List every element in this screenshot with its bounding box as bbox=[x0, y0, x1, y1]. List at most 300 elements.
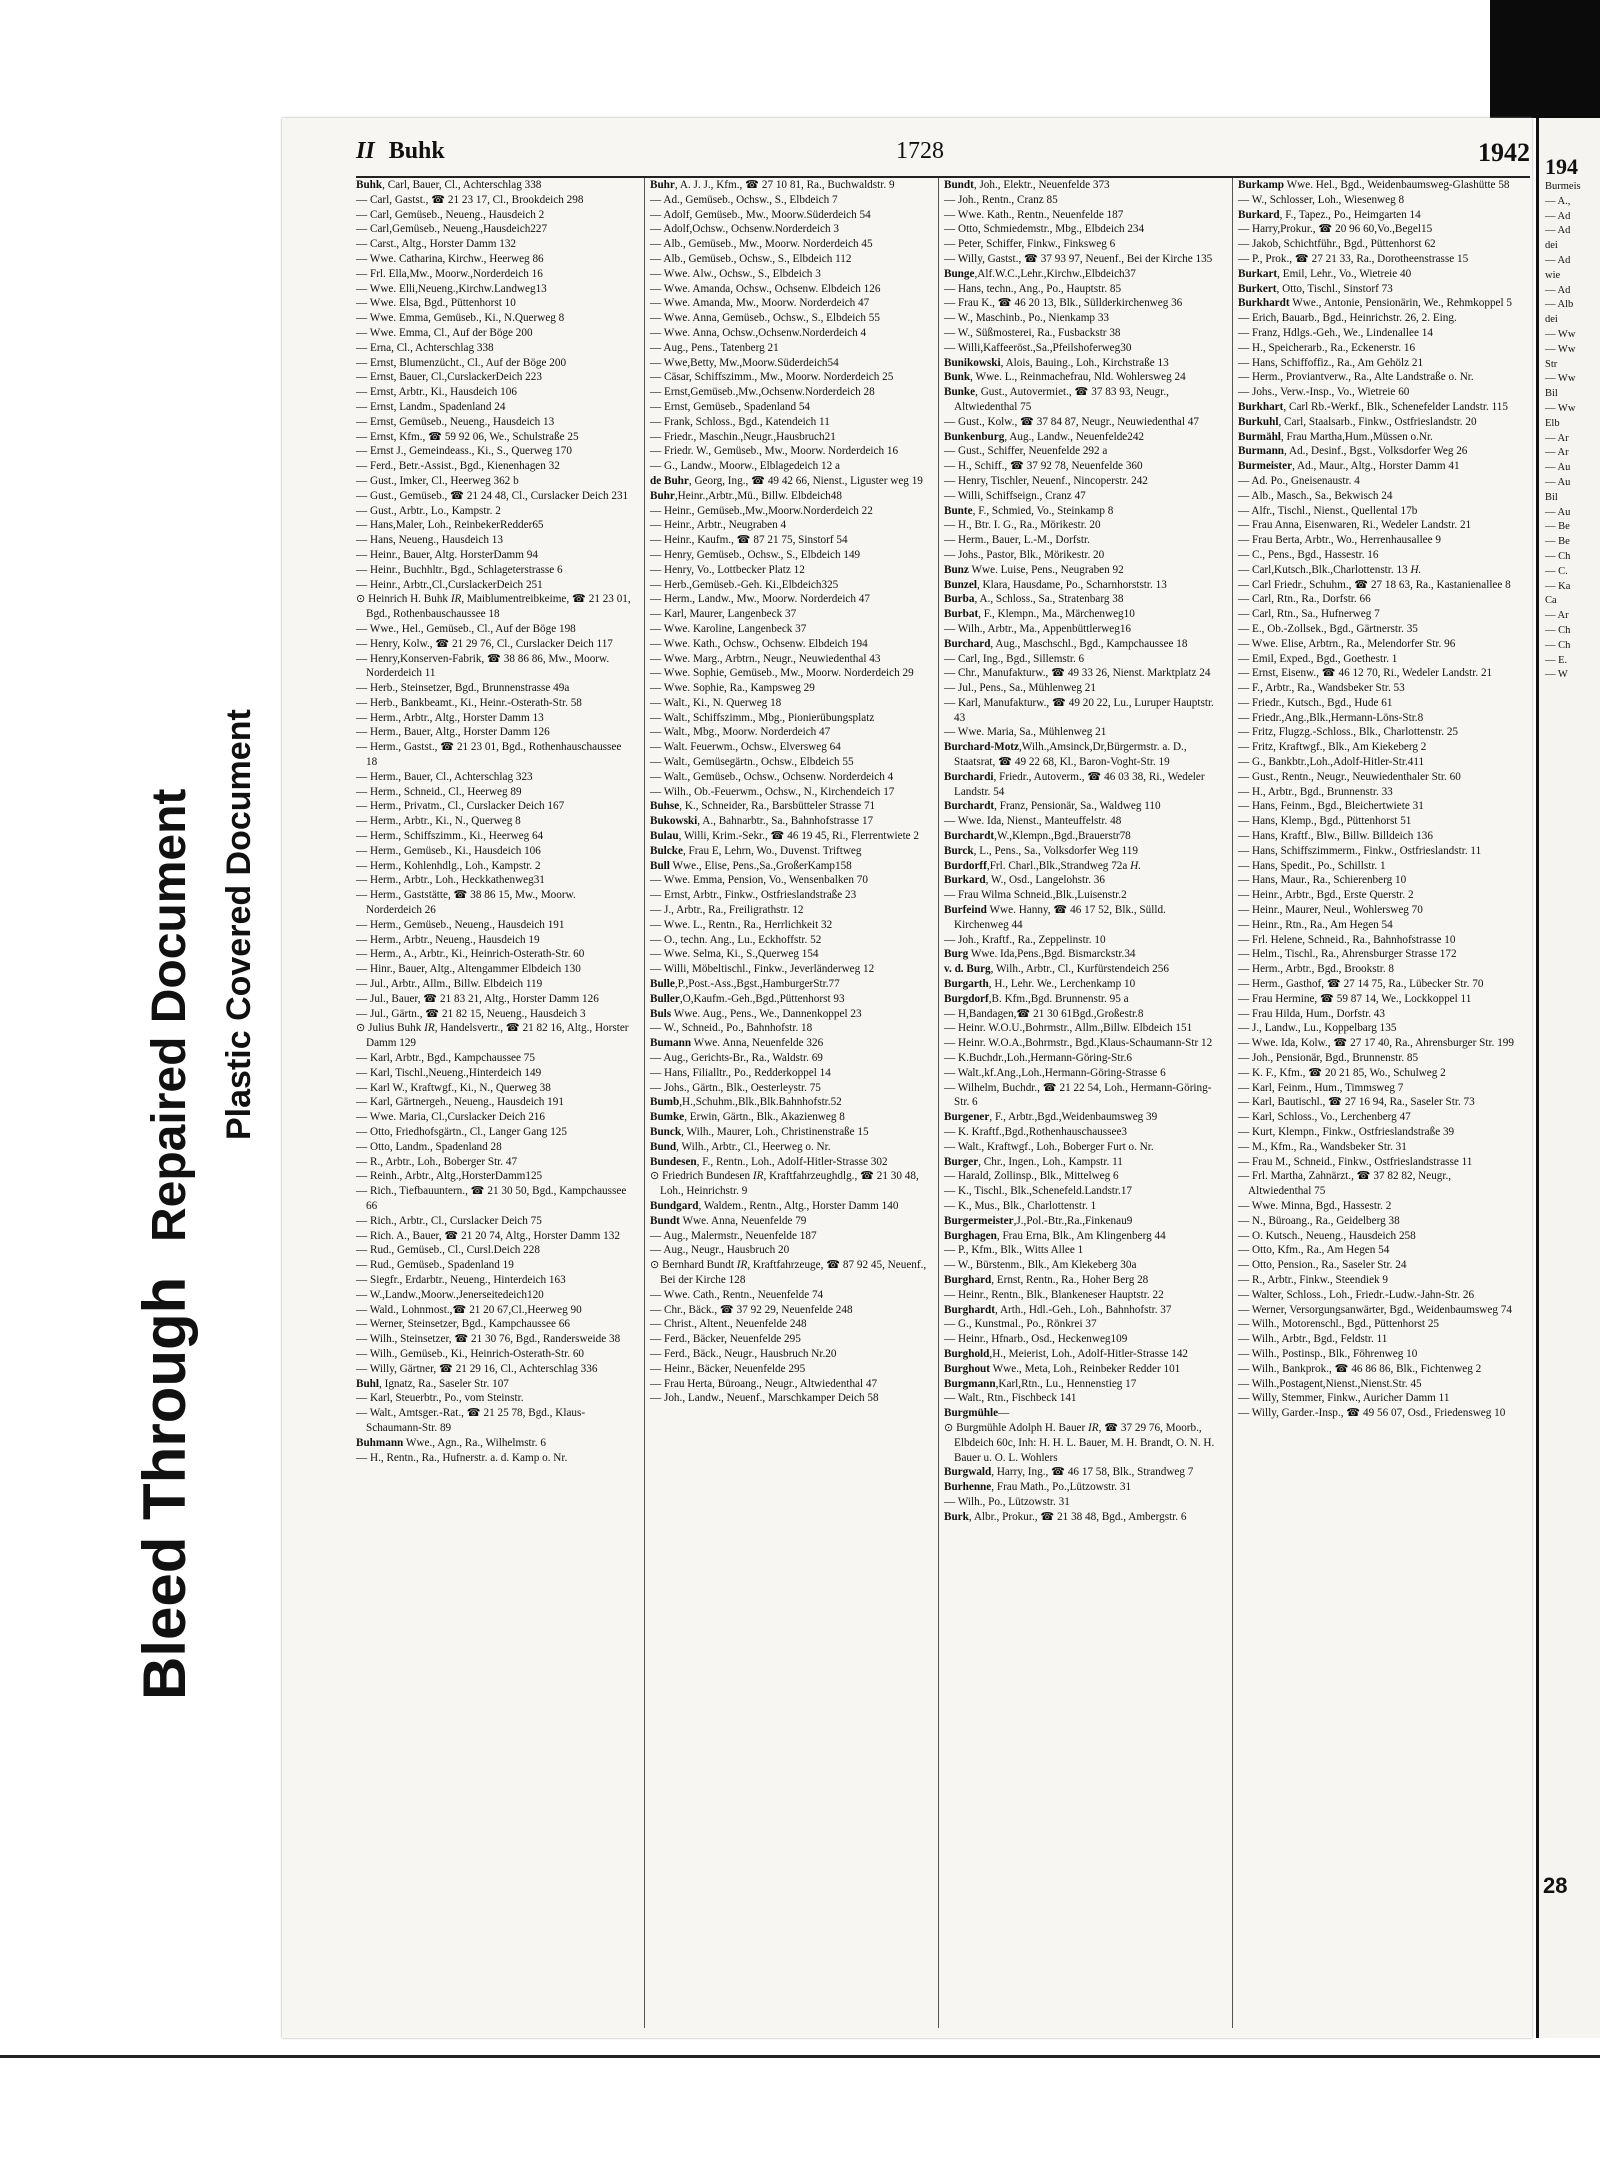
directory-entry: Bulau, Willi, Krim.-Sekr., ☎ 46 19 45, Ri., Flerrentwiete 2 bbox=[650, 830, 920, 843]
plastic-covered-label: Plastic Covered Document bbox=[220, 709, 258, 1140]
directory-entry: — Rud., Gemüseb., Spadenland 19 bbox=[356, 1259, 514, 1272]
directory-entry: — Wwe. Karoline, Langenbeck 37 bbox=[650, 622, 807, 635]
directory-entry: — Hans, Filialltr., Po., Redderkoppel 14 bbox=[650, 1066, 831, 1079]
directory-entry: — K., Mus., Blk., Charlottenstr. 1 bbox=[944, 1199, 1097, 1212]
directory-entry: — Henry, Vo., Lottbecker Platz 12 bbox=[650, 563, 805, 576]
directory-entry: — Herm., Gaststätte, ☎ 38 86 15, Mw., Moorw. Norderdeich 26 bbox=[356, 889, 576, 917]
directory-entry: — Alfr., Tischl., Nienst., Quellental 17b bbox=[1238, 504, 1418, 517]
directory-entry: — Chr., Manufakturw., ☎ 49 33 26, Nienst. Marktplatz 24 bbox=[944, 667, 1211, 680]
directory-entry: — Ernst, Arbtr., Ki., Hausdeich 106 bbox=[356, 386, 517, 399]
directory-entry: Bundgard, Waldem., Rentn., Altg., Horster Damm 140 bbox=[650, 1199, 899, 1212]
directory-entry: Buller,O,Kaufm.-Geh.,Bgd.,Püttenhorst 93 bbox=[650, 992, 845, 1005]
bleed-through-label: Bleed Through bbox=[131, 1276, 198, 1700]
adjacent-page-fragment: — Ww bbox=[1545, 402, 1576, 414]
directory-entry: — Ernst, Arbtr., Finkw., Ostfrieslandstraße 23 bbox=[650, 889, 857, 902]
directory-entry: — Wilh., Gemüseb., Ki., Heinrich-Osterath-Str. 60 bbox=[356, 1347, 585, 1360]
directory-entry: — Jakob, Schichtführ., Bgd., Püttenhorst 62 bbox=[1238, 238, 1436, 251]
directory-entry: — Jul., Gärtn., ☎ 21 82 15, Neueng., Hausdeich 3 bbox=[356, 1007, 586, 1020]
directory-entry: — Joh., Rentn., Cranz 85 bbox=[944, 193, 1058, 206]
directory-entry: — Otto, Landm., Spadenland 28 bbox=[356, 1140, 502, 1153]
directory-entry: — Hinr., Bauer, Altg., Altengammer Elbdeich 130 bbox=[356, 963, 581, 976]
directory-entry: — Wilh., Bankprok., ☎ 46 86 86, Blk., Fichtenweg 2 bbox=[1238, 1362, 1482, 1375]
directory-entry: — Frau Berta, Arbtr., Wo., Herrenhausallee 9 bbox=[1238, 534, 1442, 547]
directory-entry: — Willi,Kaffeeröst.,Sa.,Pfeilshoferweg30 bbox=[944, 341, 1132, 354]
directory-entry: — Aug., Gerichts-Br., Ra., Waldstr. 69 bbox=[650, 1052, 823, 1065]
directory-entry: — Herm., Bauer, Altg., Horster Damm 126 bbox=[356, 726, 550, 739]
directory-entry: — Christ., Altent., Neuenfelde 248 bbox=[650, 1318, 807, 1331]
directory-entry: — H,Bandagen,☎ 21 30 61Bgd.,Großestr.8 bbox=[944, 1007, 1144, 1020]
directory-entry: — Joh., Pensionär, Bgd., Brunnenstr. 85 bbox=[1238, 1052, 1419, 1065]
adjacent-page-fragment: — Ar bbox=[1545, 447, 1569, 459]
directory-entry: Bunck, Wilh., Maurer, Loh., Christinenstraße 15 bbox=[650, 1126, 869, 1138]
directory-entry: — Wwe. Kath., Ochsw., Ochsenw. Elbdeich 194 bbox=[650, 637, 868, 650]
directory-entry: — Gust., Rentn., Neugr., Neuwiedenthaler Str. 60 bbox=[1238, 770, 1461, 783]
directory-entry: Bumke, Erwin, Gärtn., Blk., Akazienweg 8 bbox=[650, 1111, 845, 1124]
directory-entry: — Frau Hilda, Hum., Dorfstr. 43 bbox=[1238, 1007, 1385, 1020]
adjacent-page-fragment: — Alb bbox=[1545, 299, 1574, 311]
directory-entry: — Herb., Steinsetzer, Bgd., Brunnenstrasse 49a bbox=[356, 682, 570, 695]
directory-entry: — Alb., Gemüseb., Mw., Moorw. Norderdeich 45 bbox=[650, 238, 873, 251]
directory-entry: — Frank, Schloss., Bgd., Katendeich 11 bbox=[650, 415, 830, 428]
directory-entry: — Heinr., Maurer, Neul., Wohlersweg 70 bbox=[1238, 904, 1423, 917]
directory-entry: Burmeister, Ad., Maur., Altg., Horster Damm 41 bbox=[1238, 460, 1460, 473]
directory-entry: — Hans,Maler, Loh., ReinbekerRedder65 bbox=[356, 519, 544, 532]
directory-entry: Bund, Wilh., Arbtr., Cl., Heerweg o. Nr. bbox=[650, 1140, 831, 1153]
directory-entry: ⊙ Friedrich Bundesen IR, Kraftfahrzeughdlg., ☎ 21 30 48, Loh., Heinrichstr. 9 bbox=[650, 1170, 919, 1198]
adjacent-page-fragment: — Ww bbox=[1545, 343, 1576, 355]
directory-entry: — H., Rentn., Ra., Hufnerstr. a. d. Kamp o. Nr. bbox=[356, 1451, 568, 1464]
directory-entry: Burkuhl, Carl, Staalsarb., Finkw., Ostfrieslandstr. 20 bbox=[1238, 415, 1477, 428]
directory-entry: ⊙ Burgmühle Adolph H. Bauer IR, ☎ 37 29 76, Moorb., Elbdeich 60c, Inh: H. H. L. Bauer, M. H. Brandt, O. N. H. Bauer u. O. L. Wohlers bbox=[944, 1421, 1215, 1464]
directory-entry: Burfeind Wwe. Hanny, ☎ 46 17 52, Blk., Sülld. Kirchenweg 44 bbox=[944, 904, 1166, 931]
directory-entry: — Johs., Pastor, Blk., Mörikestr. 20 bbox=[944, 548, 1105, 561]
directory-entry: — Werner, Steinsetzer, Bgd., Kampchaussee 66 bbox=[356, 1318, 570, 1331]
directory-entry: — G., Landw., Moorw., Elblagedeich 12 a bbox=[650, 460, 840, 473]
directory-entry: — Ernst, Landm., Spadenland 24 bbox=[356, 400, 506, 413]
directory-entry: — Willy, Stemmer, Finkw., Auricher Damm 11 bbox=[1238, 1392, 1450, 1405]
adjacent-page-fragment: — W bbox=[1545, 669, 1568, 681]
directory-entry: — Wwe. Maria, Sa., Mühlenweg 21 bbox=[944, 726, 1107, 739]
column-divider bbox=[644, 178, 645, 2028]
directory-entry: — E., Ob.-Zollsek., Bgd., Gärtnerstr. 35 bbox=[1238, 622, 1418, 635]
directory-entry: — Helm., Tischl., Ra., Ahrensburger Strasse 172 bbox=[1238, 948, 1457, 961]
directory-entry: — Franz, Hdlgs.-Geh., We., Lindenallee 14 bbox=[1238, 326, 1433, 339]
adjacent-page-fragment: — C. bbox=[1545, 565, 1568, 577]
directory-entry: — Herm., Kohlenhdlg., Loh., Kampstr. 2 bbox=[356, 859, 541, 872]
directory-entry: — Alb., Masch., Sa., Bekwisch 24 bbox=[1238, 489, 1393, 502]
adjacent-page-fragment: — Ad bbox=[1545, 284, 1571, 296]
adjacent-page-fragment: — Ar bbox=[1545, 432, 1569, 444]
directory-entry: — Wwe. Catharina, Kirchw., Heerweg 86 bbox=[356, 252, 544, 265]
directory-entry: — Friedr., Kutsch., Bgd., Hude 61 bbox=[1238, 696, 1393, 709]
directory-entry: Burgdorf,B. Kfm.,Bgd. Brunnenstr. 95 a bbox=[944, 992, 1129, 1005]
adjacent-page-fragment: — Ch bbox=[1545, 624, 1571, 636]
directory-entry: — Frl. Martha, Zahnärzt., ☎ 37 82 82, Neugr., Altwiedenthal 75 bbox=[1238, 1170, 1452, 1198]
directory-entry: — Johs., Verw.-Insp., Vo., Wietreie 60 bbox=[1238, 386, 1410, 399]
directory-entry: — Rich., Arbtr., Cl., Curslacker Deich 75 bbox=[356, 1214, 542, 1227]
directory-entry: Bundt Wwe. Anna, Neuenfelde 79 bbox=[650, 1214, 807, 1227]
directory-entry: — Fritz, Flugzg.-Schloss., Blk., Charlottenstr. 25 bbox=[1238, 726, 1459, 739]
directory-entry: — Walt., Amtsger.-Rat., ☎ 21 25 78, Bgd., Klaus-Schaumann-Str. 89 bbox=[356, 1407, 586, 1434]
directory-entry: — W., Maschinb., Po., Nienkamp 33 bbox=[944, 312, 1110, 325]
directory-entry: — Herm., Gemüseb., Ki., Hausdeich 106 bbox=[356, 844, 541, 857]
directory-entry: Burmähl, Frau Martha,Hum.,Müssen o.Nr. bbox=[1238, 430, 1433, 443]
directory-entry: — Joh., Landw., Neuenf., Marschkamper Deich 58 bbox=[650, 1392, 879, 1405]
directory-entry: Burghagen, Frau Erna, Blk., Am Klingenberg 44 bbox=[944, 1229, 1166, 1242]
directory-entry: — Heinr., Rentn., Blk., Blankeneser Hauptstr. 22 bbox=[944, 1288, 1164, 1301]
directory-entry: — R., Arbtr., Finkw., Steendiek 9 bbox=[1238, 1273, 1388, 1286]
directory-entry: — Wilh., Po., Lützowstr. 31 bbox=[944, 1495, 1070, 1508]
adjacent-page-fragment: wie bbox=[1545, 269, 1561, 281]
adjacent-page-fragment: Ca bbox=[1545, 595, 1557, 607]
directory-entry: — Rich., Tiefbauuntern., ☎ 21 30 50, Bgd., Kampchaussee 66 bbox=[356, 1185, 627, 1212]
directory-entry: Bull Wwe., Elise, Pens.,Sa.,GroßerKamp158 bbox=[650, 859, 852, 872]
directory-entry: — Heinr., Bäcker, Neuenfelde 295 bbox=[650, 1362, 806, 1375]
directory-entry: — Friedr. W., Gemüseb., Mw., Moorw. Norderdeich 16 bbox=[650, 445, 899, 458]
directory-entry: — Werner, Versorgungsanwärter, Bgd., Weidenbaumsweg 74 bbox=[1238, 1303, 1512, 1316]
directory-entry: — M., Kfm., Ra., Wandsbeker Str. 31 bbox=[1238, 1140, 1407, 1153]
page-header bbox=[356, 138, 1530, 178]
header-section bbox=[356, 138, 445, 165]
directory-entry: — Willi, Möbeltischl., Finkw., Jeverländerweg 12 bbox=[650, 963, 875, 976]
directory-entry: — Heinr., Rtn., Ra., Am Hegen 54 bbox=[1238, 918, 1393, 931]
directory-entry: — Herm., Arbtr., Altg., Horster Damm 13 bbox=[356, 711, 544, 724]
directory-entry: — Wwe. Selma, Ki., S.,Querweg 154 bbox=[650, 948, 819, 961]
directory-entry: Burchard, Aug., Maschschl., Bgd., Kampchaussee 18 bbox=[944, 637, 1188, 650]
directory-entry: — Jul., Pens., Sa., Mühlenweg 21 bbox=[944, 682, 1096, 695]
directory-entry: — O. Kutsch., Neueng., Hausdeich 258 bbox=[1238, 1229, 1416, 1242]
directory-entry: — Hans, Maur., Ra., Schierenberg 10 bbox=[1238, 874, 1407, 887]
directory-entry: — Heinr., Bauer, Altg. HorsterDamm 94 bbox=[356, 548, 538, 561]
directory-entry: — Herm., Bauer, Cl., Achterschlag 323 bbox=[356, 770, 533, 783]
adjacent-page-edge bbox=[1536, 118, 1600, 2038]
directory-entry: — Karl, Arbtr., Bgd., Kampchaussee 75 bbox=[356, 1052, 535, 1065]
adjacent-page-lines bbox=[1539, 180, 1600, 683]
directory-entry: — Wwe. Anna, Gemüseb., Ochsw., S., Elbdeich 55 bbox=[650, 312, 880, 325]
directory-entry: Burkert, Otto, Tischl., Sinstorf 73 bbox=[1238, 282, 1393, 295]
directory-entry: Buhmann Wwe., Agn., Ra., Wilhelmstr. 6 bbox=[356, 1436, 546, 1449]
directory-entry: Burkart, Emil, Lehr., Vo., Wietreie 40 bbox=[1238, 267, 1412, 280]
directory-entry: Burghout Wwe., Meta, Loh., Reinbeker Redder 101 bbox=[944, 1362, 1181, 1375]
directory-entry: Bundesen, F., Rentn., Loh., Adolf-Hitler-Strasse 302 bbox=[650, 1155, 888, 1168]
directory-entry: — Heinr. W.O.A.,Bohrmstr., Bgd.,Klaus-Schaumann-Str 12 bbox=[944, 1037, 1213, 1050]
directory-entry: — W., Schneid., Po., Bahnhofstr. 18 bbox=[650, 1022, 813, 1035]
directory-entry: — Ernst,Gemüseb.,Mw.,Ochsenw.Norderdeich 28 bbox=[650, 386, 875, 399]
directory-entry: Burghard, Ernst, Rentn., Ra., Hoher Berg 28 bbox=[944, 1273, 1149, 1286]
directory-entry: — Willy, Gastst., ☎ 37 93 97, Neuenf., Bei der Kirche 135 bbox=[944, 252, 1213, 265]
directory-entry: Bunke, Gust., Autovermiet., ☎ 37 83 93, Neugr., Altwiedenthal 75 bbox=[944, 386, 1169, 413]
directory-entry: — Cäsar, Schiffszimm., Mw., Moorw. Norderdeich 25 bbox=[650, 371, 894, 384]
adjacent-page-fragment: — Ad bbox=[1545, 210, 1571, 222]
directory-entry: — Walt., Gemüseb., Ochsw., Ochsenw. Norderdeich 4 bbox=[650, 770, 894, 783]
directory-entry: — Hans, Feinm., Bgd., Bleichertwiete 31 bbox=[1238, 800, 1424, 813]
directory-entry: — N., Büroang., Ra., Geidelberg 38 bbox=[1238, 1214, 1400, 1227]
directory-column-3 bbox=[944, 178, 1222, 1525]
adjacent-page-fragment: — A., bbox=[1545, 195, 1571, 207]
directory-column-2 bbox=[650, 178, 928, 1406]
directory-entry: — Ernst, Blumenzücht., Cl., Auf der Böge 200 bbox=[356, 356, 567, 369]
directory-entry: — Carl, Rtn., Ra., Dorfstr. 66 bbox=[1238, 593, 1371, 606]
directory-entry: — Wwe. Amanda, Ochsw., Ochsenw. Elbdeich 126 bbox=[650, 282, 881, 295]
directory-entry: Burkamp Wwe. Hel., Bgd., Weidenbaumsweg-Glashütte 58 bbox=[1238, 179, 1510, 191]
document-condition-label bbox=[60, 300, 320, 1700]
directory-entry: — Herm., Privatm., Cl., Curslacker Deich 167 bbox=[356, 800, 565, 813]
directory-entry: — R., Arbtr., Loh., Boberger Str. 47 bbox=[356, 1155, 518, 1168]
directory-entry: — Hans, Kraftf., Blw., Billw. Billdeich 136 bbox=[1238, 830, 1433, 843]
directory-entry: — Wilh., Postinsp., Blk., Föhrenweg 10 bbox=[1238, 1347, 1418, 1360]
directory-entry: — G., Kunstmal., Po., Rönkrei 37 bbox=[944, 1318, 1097, 1331]
directory-entry: — Herm., Gastst., ☎ 21 23 01, Bgd., Rothenhauschaussee 18 bbox=[356, 741, 622, 769]
directory-entry: Burba, A., Schloss., Sa., Stratenbarg 38 bbox=[944, 593, 1124, 606]
directory-entry: — Friedr.,Ang.,Blk.,Hermann-Löns-Str.8 bbox=[1238, 711, 1424, 724]
directory-entry: — Rud., Gemüseb., Cl., Cursl.Deich 228 bbox=[356, 1244, 540, 1257]
directory-entry: — Henry, Gemüseb., Ochsw., S., Elbdeich 149 bbox=[650, 548, 861, 561]
directory-entry: Burgmann,Karl,Rtn., Lu., Hennenstieg 17 bbox=[944, 1377, 1137, 1390]
directory-entry: — H., Arbtr., Bgd., Brunnenstr. 33 bbox=[1238, 785, 1393, 798]
directory-entry: — Henry, Tischler, Neuenf., Nincoperstr. 242 bbox=[944, 474, 1148, 487]
adjacent-page-fragment: — Ch bbox=[1545, 639, 1571, 651]
directory-entry: ⊙ Julius Buhk IR, Handelsvertr., ☎ 21 82 16, Altg., Horster Damm 129 bbox=[356, 1022, 629, 1050]
directory-entry: — Herb.,Gemüseb.-Geh. Ki.,Elbdeich325 bbox=[650, 578, 839, 591]
adjacent-page-fragment: — Au bbox=[1545, 462, 1571, 474]
directory-entry: — Walt., Rtn., Fischbeck 141 bbox=[944, 1392, 1077, 1405]
directory-entry: — Wwe. Marg., Arbtrn., Neugr., Neuwiedenthal 43 bbox=[650, 652, 881, 665]
directory-entry: Bunz Wwe. Luise, Pens., Neugraben 92 bbox=[944, 563, 1124, 576]
condition-line-1 bbox=[130, 789, 199, 1700]
adjacent-page-fragment: Burmeis bbox=[1545, 181, 1581, 192]
directory-entry: — W., Süßmosterei, Ra., Fusbackstr 38 bbox=[944, 326, 1121, 339]
directory-entry: — Herm., Arbtr., Bgd., Brookstr. 8 bbox=[1238, 963, 1395, 976]
adjacent-page-fragment: — Ww bbox=[1545, 373, 1576, 385]
directory-entry: Bunzel, Klara, Hausdame, Po., Scharnhorststr. 13 bbox=[944, 578, 1167, 591]
directory-entry: — Herm., Arbtr., Loh., Heckkathenweg31 bbox=[356, 874, 545, 887]
directory-entry: — Carl, Gemüseb., Neueng., Hausdeich 2 bbox=[356, 208, 545, 221]
adjacent-page-fragment: — Be bbox=[1545, 521, 1570, 533]
adjacent-page-fragment: — E. bbox=[1545, 654, 1568, 666]
directory-entry: — H., Speicherarb., Ra., Eckenerstr. 16 bbox=[1238, 341, 1416, 354]
adjacent-page-fragment: — Ad bbox=[1545, 225, 1571, 237]
directory-entry: — Peter, Schiffer, Finkw., Finksweg 6 bbox=[944, 238, 1116, 251]
directory-entry: — Carl, Gastst., ☎ 21 23 17, Cl., Brookdeich 298 bbox=[356, 193, 584, 206]
directory-entry: — Frau Herta, Büroang., Neugr., Altwiedenthal 47 bbox=[650, 1377, 878, 1390]
directory-entry: — Herm., Landw., Mw., Moorw. Norderdeich 47 bbox=[650, 593, 870, 606]
directory-entry: — Jul., Bauer, ☎ 21 83 21, Altg., Horster Damm 126 bbox=[356, 992, 599, 1005]
column-divider bbox=[1232, 178, 1233, 2028]
directory-entry: — Henry, Kolw., ☎ 21 29 76, Cl., Curslacker Deich 117 bbox=[356, 637, 613, 650]
directory-entry: — P., Kfm., Blk., Witts Allee 1 bbox=[944, 1244, 1084, 1257]
directory-entry: — Ernst, Gemüseb., Neueng., Hausdeich 13 bbox=[356, 415, 555, 428]
directory-entry: — Wwe., Hel., Gemüseb., Cl., Auf der Böge 198 bbox=[356, 622, 576, 635]
directory-entry: — Hans, Klemp., Bgd., Püttenhorst 51 bbox=[1238, 815, 1412, 828]
directory-entry: — Walt.,kf.Ang.,Loh.,Hermann-Göring-Strasse 6 bbox=[944, 1066, 1166, 1079]
directory-entry: Burkard, F., Tapez., Po., Heimgarten 14 bbox=[1238, 208, 1421, 221]
directory-entry: — Heinr., Arbtr.,Cl.,CurslackerDeich 251 bbox=[356, 578, 543, 591]
directory-entry: — Erna, Cl., Achterschlag 338 bbox=[356, 341, 494, 354]
adjacent-page-fragment: — Ar bbox=[1545, 610, 1569, 622]
directory-entry: — Frl. Helene, Schneid., Ra., Bahnhofstrasse 10 bbox=[1238, 933, 1456, 946]
directory-entry: — Adolf, Gemüseb., Mw., Moorw.Süderdeich 54 bbox=[650, 208, 871, 221]
directory-entry: Bunk, Wwe. L., Reinmachefrau, Nld. Wohlersweg 24 bbox=[944, 371, 1186, 384]
adjacent-page-fragment: — Au bbox=[1545, 506, 1571, 518]
directory-entry: — Wilhelm, Buchdr., ☎ 21 22 54, Loh., Hermann-Göring-Str. 6 bbox=[944, 1081, 1212, 1109]
directory-entry: — Adolf,Ochsw., Ochsenw.Norderdeich 3 bbox=[650, 223, 839, 236]
directory-entry: — Carl, Rtn., Sa., Hufnerweg 7 bbox=[1238, 608, 1380, 621]
directory-entry: — Wwe. Elise, Arbtrn., Ra., Melendorfer Str. 96 bbox=[1238, 637, 1456, 650]
directory-entry: — K. Kraftf.,Bgd.,Rothenhauschaussee3 bbox=[944, 1126, 1127, 1138]
directory-entry: Bunkenburg, Aug., Landw., Neuenfelde242 bbox=[944, 430, 1145, 443]
directory-entry: — Wwe. Amanda, Mw., Moorw. Norderdeich 47 bbox=[650, 297, 870, 310]
directory-entry: — Fritz, Kraftwgf., Blk., Am Kiekeberg 2 bbox=[1238, 741, 1427, 754]
directory-entry: — Herm., Arbtr., Ki., N., Querweg 8 bbox=[356, 815, 521, 828]
directory-column-1 bbox=[356, 178, 634, 1465]
directory-entry: — Karl, Tischl.,Neueng.,Hinterdeich 149 bbox=[356, 1066, 542, 1079]
directory-entry: — Frl. Ella,Mw., Moorw.,Norderdeich 16 bbox=[356, 267, 543, 280]
directory-entry: — Wwe. Maria, Cl.,Curslacker Deich 216 bbox=[356, 1111, 545, 1124]
directory-entry: — Wwe. Anna, Ochsw.,Ochsenw.Norderdeich 4 bbox=[650, 326, 867, 339]
directory-entry: — Hans, Schiffszimmerm., Finkw., Ostfrieslandstr. 11 bbox=[1238, 844, 1482, 857]
directory-entry: Bundt, Joh., Elektr., Neuenfelde 373 bbox=[944, 179, 1110, 191]
directory-entry: — Friedr., Maschin.,Neugr.,Hausbruch21 bbox=[650, 430, 836, 443]
directory-entry: — Johs., Gärtn., Blk., Oesterleystr. 75 bbox=[650, 1081, 821, 1094]
directory-entry: — Otto, Friedhofsgärtn., Cl., Langer Gang 125 bbox=[356, 1126, 567, 1138]
adjacent-page-fragment: Elb bbox=[1545, 417, 1560, 429]
directory-entry: — K. F., Kfm., ☎ 20 21 85, Wo., Schulweg 2 bbox=[1238, 1066, 1446, 1079]
adjacent-page-fragment: — Ka bbox=[1545, 580, 1571, 592]
directory-entry: Buls Wwe. Aug., Pens., We., Dannenkoppel 23 bbox=[650, 1007, 862, 1020]
directory-entry: — Wilh., Arbtr., Bgd., Feldstr. 11 bbox=[1238, 1333, 1388, 1346]
directory-entry: — Karl, Feinm., Hum., Timmsweg 7 bbox=[1238, 1081, 1404, 1094]
directory-entry: Burkard, W., Osd., Langelohstr. 36 bbox=[944, 874, 1105, 887]
directory-entry: — Otto, Pension., Ra., Saseler Str. 24 bbox=[1238, 1259, 1407, 1272]
directory-entry: — Aug., Neugr., Hausbruch 20 bbox=[650, 1244, 790, 1257]
directory-entry: — Ad., Gemüseb., Ochsw., S., Elbdeich 7 bbox=[650, 193, 838, 206]
directory-entry: — Ernst J., Gemeindeass., Ki., S., Querweg 170 bbox=[356, 445, 572, 458]
directory-entry: — Carl Friedr., Schuhm., ☎ 27 18 63, Ra., Kastanienallee 8 bbox=[1238, 578, 1511, 591]
directory-entry: — Emil, Exped., Bgd., Goethestr. 1 bbox=[1238, 652, 1398, 665]
directory-entry: — W., Bürstenm., Blk., Am Klekeberg 30a bbox=[944, 1259, 1137, 1272]
directory-entry: — Karl, Bautischl., ☎ 27 16 94, Ra., Saseler Str. 73 bbox=[1238, 1096, 1475, 1109]
column-divider bbox=[938, 178, 939, 2028]
directory-entry: — Ernst, Bauer, Cl.,CurslackerDeich 223 bbox=[356, 371, 542, 384]
directory-entry: — Ernst, Kfm., ☎ 59 92 06, We., Schulstraße 25 bbox=[356, 430, 579, 443]
directory-entry: Buhl, Ignatz, Ra., Saseler Str. 107 bbox=[356, 1377, 509, 1390]
directory-entry: — Carl,Kutsch.,Blk.,Charlottenstr. 13 H. bbox=[1238, 563, 1422, 576]
scanner-edge-block bbox=[1490, 0, 1600, 118]
directory-entry: — Willy, Garder.-Insp., ☎ 49 56 07, Osd., Friedensweg 10 bbox=[1238, 1407, 1506, 1420]
directory-entry: Burgermeister,J.,Pol.-Btr.,Ra.,Finkenau9 bbox=[944, 1214, 1133, 1227]
directory-entry: — Frau Hermine, ☎ 59 87 14, We., Lockkoppel 11 bbox=[1238, 992, 1472, 1005]
directory-entry: — Frau Wilma Schneid.,Blk.,Luisenstr.2 bbox=[944, 889, 1127, 902]
directory-entry: — Ad. Po., Gneisenaustr. 4 bbox=[1238, 474, 1360, 487]
directory-entry: — Ernst, Eisenw., ☎ 46 12 70, Ri., Wedeler Landstr. 21 bbox=[1238, 667, 1493, 680]
directory-entry: — Otto, Schmiedemstr., Mbg., Elbdeich 234 bbox=[944, 223, 1145, 236]
directory-entry: ⊙ Bernhard Bundt IR, Kraftfahrzeuge, ☎ 87 92 45, Neuenf., Bei der Kirche 128 bbox=[650, 1259, 927, 1286]
directory-entry: — Herm., Schiffszimm., Ki., Heerweg 64 bbox=[356, 830, 544, 843]
directory-entry: — Hans, Neueng., Hausdeich 13 bbox=[356, 534, 503, 547]
adjacent-page-number: 28 bbox=[1543, 1873, 1568, 1898]
directory-entry: — Frau M., Schneid., Finkw., Ostfrieslandstrasse 11 bbox=[1238, 1155, 1473, 1168]
directory-entry: — Wald., Lohnmost.,☎ 21 20 67,Cl.,Heerweg 90 bbox=[356, 1303, 582, 1316]
directory-entry: — Herb., Bankbeamt., Ki., Heinr.-Osterath-Str. 58 bbox=[356, 696, 582, 709]
directory-entry: Burmann, Ad., Desinf., Bgst., Volksdorfer Weg 26 bbox=[1238, 445, 1468, 458]
directory-entry: — Siegfr., Erdarbtr., Neueng., Hinterdeich 163 bbox=[356, 1273, 566, 1286]
directory-entry: — Ernst, Gemüseb., Spadenland 54 bbox=[650, 400, 811, 413]
directory-entry: — W., Schlosser, Loh., Wiesenweg 8 bbox=[1238, 193, 1405, 206]
directory-entry: — Gust., Gemüseb., ☎ 21 24 48, Cl., Curslacker Deich 231 bbox=[356, 489, 629, 502]
directory-entry: — H., Schiff., ☎ 37 92 78, Neuenfelde 360 bbox=[944, 460, 1143, 473]
directory-entry: — Wwe. Emma, Gemüseb., Ki., N.Querweg 8 bbox=[356, 312, 565, 325]
adjacent-page-fragment: — Au bbox=[1545, 476, 1571, 488]
directory-entry: — Karl, Maurer, Langenbeck 37 bbox=[650, 608, 797, 621]
directory-entry: — Wwe. Emma, Pension, Vo., Wensenbalken 70 bbox=[650, 874, 868, 887]
directory-entry: — Wwe. Elli,Neueng.,Kirchw.Landweg13 bbox=[356, 282, 547, 295]
directory-entry: Burgmühle— bbox=[944, 1407, 1010, 1420]
directory-entry: — Walt., Schiffszimm., Mbg., Pionierübungsplatz bbox=[650, 711, 875, 724]
page-number: 1728 bbox=[896, 138, 944, 164]
directory-entry: Buhr,Heinr.,Arbtr.,Mü., Billw. Elbdeich48 bbox=[650, 489, 842, 502]
directory-entry: — Wwe. Emma, Cl., Auf der Böge 200 bbox=[356, 326, 533, 339]
directory-entry: — Ferd., Bäck., Neugr., Hausbruch Nr.20 bbox=[650, 1347, 837, 1360]
directory-entry: — Hans, Spedit., Po., Schillstr. 1 bbox=[1238, 859, 1386, 872]
directory-entry: — Walter, Schloss., Loh., Friedr.-Ludw.-Jahn-Str. 26 bbox=[1238, 1288, 1475, 1301]
directory-entry: Bulcke, Frau E, Lehrn, Wo., Duvenst. Triftweg bbox=[650, 844, 862, 857]
directory-entry: — Herm., Bauer, L.-M., Dorfstr. bbox=[944, 534, 1090, 547]
directory-entry: — Kurt, Klempn., Finkw., Ostfrieslandstraße 39 bbox=[1238, 1126, 1455, 1138]
directory-entry: — Gust., Arbtr., Lo., Kampstr. 2 bbox=[356, 504, 501, 517]
directory-entry: — Walt. Feuerwm., Ochsw., Elversweg 64 bbox=[650, 741, 841, 754]
directory-entry: — Aug., Malermstr., Neuenfelde 187 bbox=[650, 1229, 817, 1242]
directory-entry: — Wwe. Elsa, Bgd., Püttenhorst 10 bbox=[356, 297, 516, 310]
directory-entry: — Wwe. Ida, Kolw., ☎ 27 17 40, Ra., Ahrensburger Str. 199 bbox=[1238, 1037, 1514, 1050]
directory-entry: — Wwe. Sophie, Gemüseb., Mw., Moorw. Norderdeich 29 bbox=[650, 667, 914, 680]
directory-column-4 bbox=[1238, 178, 1516, 1421]
directory-entry: — Herm., Proviantverw., Ra., Alte Landstraße o. Nr. bbox=[1238, 371, 1474, 384]
directory-entry: — Wwe. Alw., Ochsw., S., Elbdeich 3 bbox=[650, 267, 821, 280]
directory-entry: — Herm., Arbtr., Neueng., Hausdeich 19 bbox=[356, 933, 540, 946]
directory-entry: — K.Buchdr.,Loh.,Hermann-Göring-Str.6 bbox=[944, 1052, 1132, 1065]
directory-entry: — Walt., Mbg., Moorw. Norderdeich 47 bbox=[650, 726, 831, 739]
directory-entry: — J., Landw., Lu., Koppelbarg 135 bbox=[1238, 1022, 1397, 1035]
directory-entry: — Gust., Kolw., ☎ 37 84 87, Neugr., Neuwiedenthal 47 bbox=[944, 415, 1199, 428]
adjacent-page-fragment: — Ww bbox=[1545, 328, 1576, 340]
directory-entry: — Willi, Schiffseign., Cranz 47 bbox=[944, 489, 1086, 502]
directory-entry: Buhse, K., Schneider, Ra., Barsbütteler Strasse 71 bbox=[650, 800, 876, 813]
directory-entry: — Walt., Kraftwgf., Loh., Boberger Furt o. Nr. bbox=[944, 1140, 1154, 1153]
directory-entry: Burhenne, Frau Math., Po.,Lützowstr. 31 bbox=[944, 1481, 1132, 1494]
directory-entry: Bunte, F., Schmied, Vo., Steinkamp 8 bbox=[944, 504, 1114, 517]
directory-entry: — W.,Landw.,Moorw.,Jenerseitedeich120 bbox=[356, 1288, 544, 1301]
directory-entry: — Wwe. L., Rentn., Ra., Herrlichkeit 32 bbox=[650, 918, 833, 931]
directory-entry: — H., Btr. I. G., Ra., Mörikestr. 20 bbox=[944, 519, 1101, 532]
directory-entry: Burbat, F., Klempn., Ma., Märchenweg10 bbox=[944, 608, 1135, 621]
directory-entry: — Wwe. Sophie, Ra., Kampsweg 29 bbox=[650, 682, 815, 695]
directory-entry: — Walt., Ki., N. Querweg 18 bbox=[650, 696, 782, 709]
directory-entry: — Herm., A., Arbtr., Ki., Heinrich-Osterath-Str. 60 bbox=[356, 948, 585, 961]
directory-entry: — Harald, Zollinsp., Blk., Mittelweg 6 bbox=[944, 1170, 1119, 1183]
directory-entry: — J., Arbtr., Ra., Freiligrathstr. 12 bbox=[650, 904, 804, 917]
directory-entry: Burchardt,W.,Klempn.,Bgd.,Brauerstr78 bbox=[944, 830, 1131, 843]
directory-entry: Burkhardt Wwe., Antonie, Pensionärin, We., Rehmkoppel 5 bbox=[1238, 297, 1513, 310]
directory-entry: — Wilh., Steinsetzer, ☎ 21 30 76, Bgd., Randersweide 38 bbox=[356, 1333, 621, 1346]
directory-entry: — Wwe. Ida, Nienst., Manteuffelstr. 48 bbox=[944, 815, 1122, 828]
directory-entry: Burkhart, Carl Rb.-Werkf., Blk., Schenefelder Landstr. 115 bbox=[1238, 400, 1508, 413]
directory-entry: Bumann Wwe. Anna, Neuenfelde 326 bbox=[650, 1037, 824, 1050]
directory-entry: — Carst., Altg., Horster Damm 132 bbox=[356, 238, 517, 251]
directory-entry: Burghardt, Arth., Hdl.-Geh., Loh., Bahnhofstr. 37 bbox=[944, 1303, 1172, 1316]
directory-entry: — Jul., Arbtr., Allm., Billw. Elbdeich 119 bbox=[356, 978, 543, 991]
directory-entry: Burdorff,Frl. Charl.,Blk.,Strandweg 72a H. bbox=[944, 859, 1142, 872]
directory-entry: — Karl, Gärtnergeh., Neueng., Hausdeich 191 bbox=[356, 1096, 564, 1109]
